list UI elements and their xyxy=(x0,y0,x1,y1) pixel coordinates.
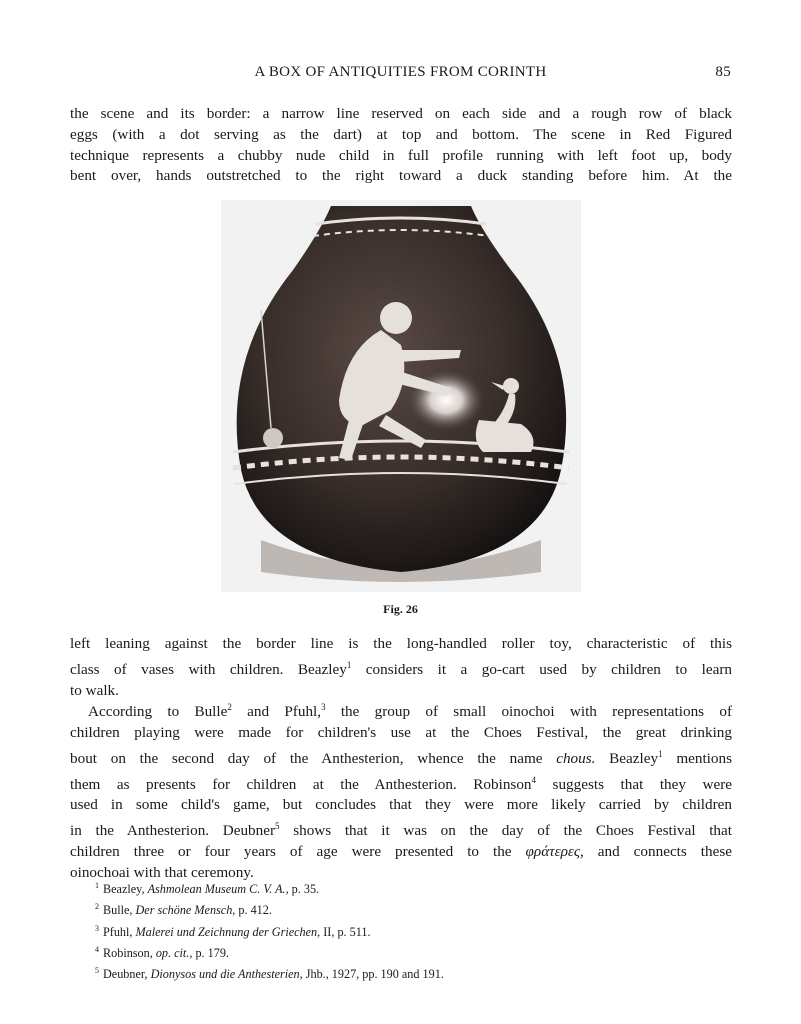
text-line: oinochoai with that ceremony. xyxy=(70,863,254,881)
footnote-ref: 3 xyxy=(321,702,326,712)
text-line: left leaning against the border line is the long-handled roller toy, characteristic of this xyxy=(70,635,732,652)
text-line: technique represents a chubby nude child in full profile running with left foot up, body xyxy=(70,146,732,164)
footnote-ref: 1 xyxy=(346,659,352,670)
text-run: shows that it was on the day of the Choes Festival that xyxy=(279,822,732,840)
footnote-title: Ashmolean Museum C. V. A. xyxy=(147,882,286,897)
figure-vase-photo xyxy=(221,200,581,592)
footnote-title: Malerei und Zeichnung der Griechen xyxy=(135,924,318,939)
footnote-title: Dionysos und die Anthesterien xyxy=(150,967,300,982)
footnote-author: Pfuhl, xyxy=(103,924,136,939)
footnote-number: 2 xyxy=(95,902,99,912)
footnote-author: Deubner, xyxy=(103,967,151,982)
footnote-number: 4 xyxy=(95,944,99,954)
footnote-title: Der schöne Mensch xyxy=(135,903,233,918)
footnotes xyxy=(95,877,715,983)
text-run: the group of small oinochoi with representations of xyxy=(325,703,733,721)
vase-illustration xyxy=(221,200,581,592)
running-head xyxy=(70,64,731,84)
text-line: eggs (with a dot serving as the dart) at top and bottom. The scene in Red Figured xyxy=(70,125,732,143)
text-line: the scene and its border: a narrow line reserved on each side and a rough row of black xyxy=(70,105,732,122)
text-line xyxy=(70,816,732,842)
paragraph-1 xyxy=(70,104,732,187)
text-run: class of vases with children. Beazley xyxy=(70,660,347,678)
footnote-pages: , p. 179. xyxy=(189,945,229,960)
text-line xyxy=(70,842,732,863)
footnote-number: 3 xyxy=(95,923,99,933)
footnote-author: Robinson, xyxy=(103,945,156,960)
text-line xyxy=(70,744,732,770)
greek-term: φράτερες xyxy=(525,843,581,861)
text-run: considers it a go-cart used by children to learn xyxy=(351,660,732,678)
text-run: children three or four years of age were presented to the xyxy=(70,843,526,861)
text-run: in the Anthesterion. Deubner xyxy=(70,822,276,840)
running-title: A BOX OF ANTIQUITIES FROM CORINTH xyxy=(254,64,547,80)
footnote-pages: , Jhb., 1927, pp. 190 and 191. xyxy=(299,967,444,982)
footnote-ref: 2 xyxy=(227,702,232,712)
text-line xyxy=(70,697,732,723)
text-line xyxy=(70,655,732,681)
figure-caption: Fig. 26 xyxy=(383,602,418,616)
footnote xyxy=(95,962,715,983)
footnote-author: Bulle, xyxy=(103,903,136,918)
footnote-pages: , p. 35. xyxy=(285,882,320,897)
footnote-pages: , p. 412. xyxy=(232,903,272,918)
footnote-title: op. cit. xyxy=(155,945,190,960)
footnote xyxy=(95,941,715,962)
footnote-number: 5 xyxy=(95,966,99,976)
footnote-pages: , II, p. 511. xyxy=(317,924,371,939)
text-run: suggests that they were xyxy=(536,775,732,793)
footnote-ref: 5 xyxy=(275,821,280,832)
text-run: and Pfuhl, xyxy=(231,703,322,721)
text-run: Beazley xyxy=(595,749,659,767)
text-line: used in some child's game, but concludes that they were more likely carried by children xyxy=(70,796,732,814)
text-line: to walk. xyxy=(70,681,119,699)
text-run: According to Bulle xyxy=(88,703,228,721)
text-run: them as presents for children at the Anthesterion. Robinson xyxy=(70,775,532,793)
footnote-ref: 4 xyxy=(531,774,537,785)
paragraph-2 xyxy=(70,634,732,701)
footnote xyxy=(95,898,715,919)
text-line xyxy=(70,770,732,796)
paragraph-3 xyxy=(70,697,732,884)
footnote xyxy=(95,877,715,898)
italic-term: chous. xyxy=(556,749,596,767)
footnote-number: 1 xyxy=(95,881,99,890)
footnote-author: Beazley, xyxy=(103,882,148,897)
text-line: bent over, hands outstretched to the right toward a duck standing before him. At the xyxy=(70,167,732,185)
text-run: mentions xyxy=(662,749,733,767)
footnote xyxy=(95,920,715,941)
text-run: , and connects these xyxy=(580,843,732,861)
footnote-ref: 1 xyxy=(658,748,663,759)
text-run: bout on the second day of the Anthesterion, whence the name xyxy=(70,749,557,767)
text-line: children playing were made for children's use at the Choes Festival, the great drinking xyxy=(70,723,732,741)
page-number: 85 xyxy=(715,64,731,80)
